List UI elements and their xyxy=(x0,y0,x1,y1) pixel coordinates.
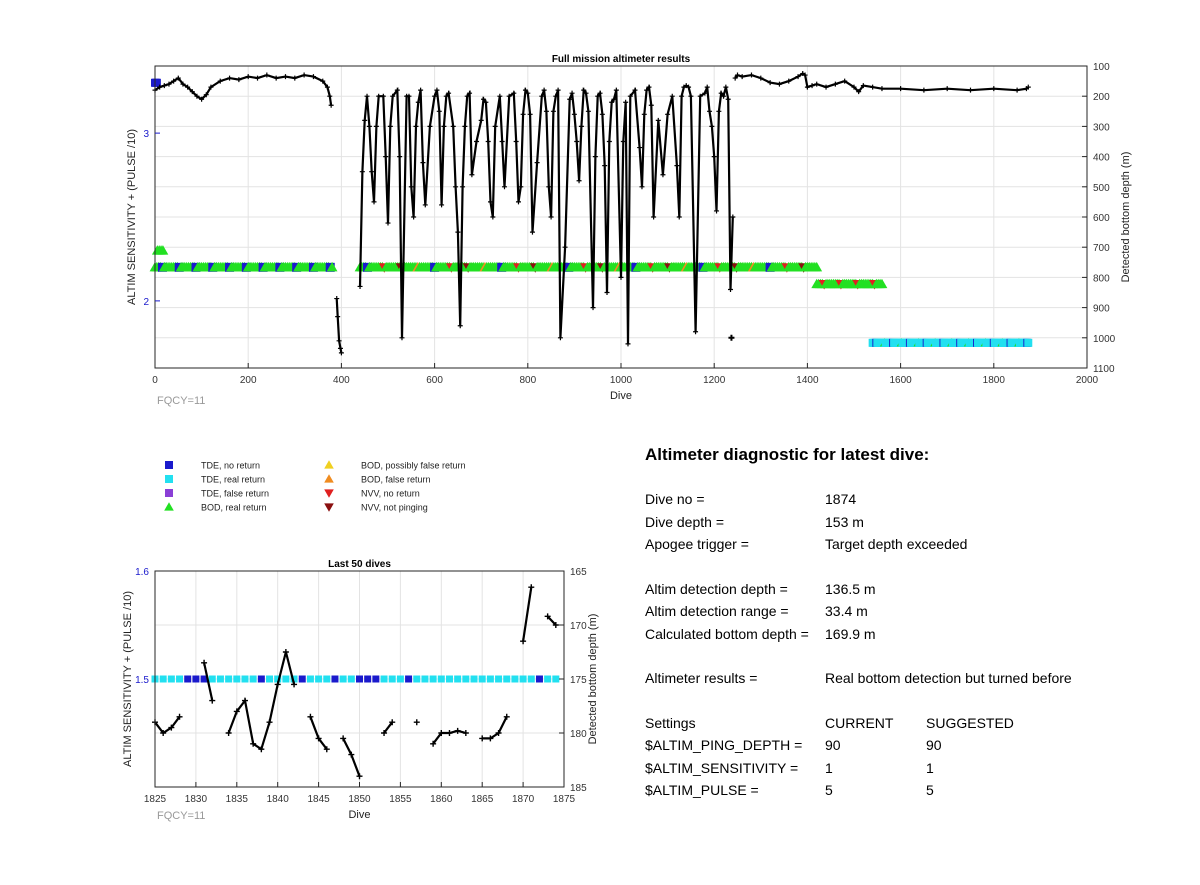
depth-point xyxy=(579,124,584,129)
depth-point xyxy=(453,184,458,189)
depth-point xyxy=(334,296,339,301)
x-tick-label: 1835 xyxy=(225,794,248,805)
x-tick-label: 1600 xyxy=(889,375,912,386)
depth-point xyxy=(879,86,884,91)
depth-point xyxy=(535,160,540,165)
depth-point xyxy=(921,88,926,93)
dive-no-label: Dive no = xyxy=(645,491,705,507)
calculated-bottom-label: Calculated bottom depth = xyxy=(645,625,809,642)
depth-point xyxy=(605,290,610,295)
setting-marker xyxy=(536,676,543,683)
setting-marker xyxy=(282,676,289,683)
depth-point xyxy=(660,172,665,177)
depth-point xyxy=(497,94,502,99)
depth-point xyxy=(714,208,719,213)
depth-point xyxy=(283,74,288,79)
setting-band xyxy=(152,245,168,254)
settings-header: Settings xyxy=(645,714,696,731)
depth-point xyxy=(479,735,485,741)
depth-point xyxy=(1015,88,1020,93)
y-right-tick-label: 900 xyxy=(1093,303,1110,315)
setting-marker xyxy=(266,676,273,683)
depth-point xyxy=(623,100,628,105)
setting-marker xyxy=(331,676,338,683)
y-right-tick-label: 800 xyxy=(1093,273,1110,285)
depth-point xyxy=(374,124,379,129)
setting-marker xyxy=(544,676,551,683)
depth-point xyxy=(357,773,363,779)
depth-point xyxy=(386,221,391,226)
detection-depth-value: 136.5 m xyxy=(825,580,876,597)
depth-point xyxy=(201,660,207,666)
depth-point xyxy=(651,215,656,220)
depth-point xyxy=(574,139,579,144)
depth-point xyxy=(337,338,342,343)
setting-marker xyxy=(552,676,559,683)
setting-marker xyxy=(225,676,232,683)
depth-point xyxy=(730,215,735,220)
y-right-tick-label: 165 xyxy=(570,567,587,578)
depth-point xyxy=(716,109,721,114)
depth-point xyxy=(418,88,423,93)
x-tick-label: 2000 xyxy=(1075,375,1099,386)
depth-point xyxy=(397,154,402,159)
depth-point xyxy=(376,94,381,99)
y-right-axis-label: Detected bottom depth (m) xyxy=(587,613,599,745)
suggested-header: SUGGESTED xyxy=(926,714,1014,731)
depth-point xyxy=(360,169,365,174)
depth-point xyxy=(619,275,624,280)
y-right-tick-label: 600 xyxy=(1093,213,1110,224)
setting-marker xyxy=(430,676,437,683)
depth-point xyxy=(388,124,393,129)
y-right-tick-label: 1000 xyxy=(1093,333,1116,345)
depth-point xyxy=(414,719,420,725)
depth-point xyxy=(490,215,495,220)
setting-marker xyxy=(184,676,191,683)
x-tick-label: 1400 xyxy=(796,375,819,386)
depth-point xyxy=(292,76,297,81)
fqcy-label: FQCY=11 xyxy=(157,395,206,407)
depth-point xyxy=(814,82,819,87)
depth-point xyxy=(227,76,232,81)
setting-marker xyxy=(397,676,404,683)
depth-point xyxy=(437,109,442,114)
results-value: Real bottom detection but turned before xyxy=(825,670,1072,686)
depth-point xyxy=(740,74,745,79)
setting-marker xyxy=(241,676,248,683)
fqcy-label: FQCY=11 xyxy=(157,810,206,822)
depth-point xyxy=(474,139,479,144)
depth-series-line xyxy=(482,717,507,739)
x-tick-label: 1870 xyxy=(511,794,535,805)
chart-title: Last 50 dives xyxy=(328,559,391,570)
setting-marker xyxy=(209,676,216,683)
setting-marker xyxy=(381,676,388,683)
x-tick-label: 1000 xyxy=(609,375,633,386)
depth-point xyxy=(558,335,563,340)
x-tick-label: 1825 xyxy=(143,794,167,805)
setting-band xyxy=(150,262,338,272)
depth-point xyxy=(642,112,647,117)
depth-point xyxy=(968,88,973,93)
y-right-tick-label: 300 xyxy=(1093,122,1110,134)
depth-point xyxy=(500,139,505,144)
depth-point xyxy=(283,649,289,655)
depth-point xyxy=(420,160,425,165)
legend-marker xyxy=(324,489,334,497)
dive-depth-value: 153 m xyxy=(825,513,864,530)
depth-series-line xyxy=(155,75,331,105)
x-tick-label: 1855 xyxy=(389,794,412,805)
x-tick-label: 1860 xyxy=(430,794,453,805)
legend-marker xyxy=(164,502,174,510)
depth-point xyxy=(479,118,484,123)
depth-point xyxy=(679,94,684,99)
depth-point xyxy=(614,88,619,93)
depth-point xyxy=(563,245,568,250)
x-tick-label: 200 xyxy=(239,375,257,386)
depth-point xyxy=(451,124,456,129)
depth-point xyxy=(460,184,465,189)
depth-point xyxy=(530,230,535,235)
setting-marker xyxy=(503,676,510,683)
depth-point xyxy=(236,77,241,82)
depth-point xyxy=(677,215,682,220)
y-right-tick-label: 180 xyxy=(570,729,587,740)
setting-name: $ALTIM_PULSE = xyxy=(645,782,759,798)
depth-series-line xyxy=(337,299,342,353)
x-tick-label: 600 xyxy=(426,375,443,386)
setting-band xyxy=(811,279,887,290)
depth-point xyxy=(329,103,334,108)
depth-point xyxy=(723,85,728,90)
depth-point xyxy=(728,287,733,292)
band-marker xyxy=(1024,339,1032,347)
setting-marker xyxy=(315,676,322,683)
legend-label: NVV, no return xyxy=(361,488,420,499)
y-left-tick-label: 3 xyxy=(143,129,149,141)
x-tick-label: 1845 xyxy=(307,794,330,805)
depth-point xyxy=(381,94,386,99)
depth-point xyxy=(577,178,582,183)
y-right-tick-label: 170 xyxy=(570,621,587,632)
legend-label: BOD, real return xyxy=(201,502,267,513)
detection-range-value: 33.4 m xyxy=(825,603,868,619)
depth-point xyxy=(898,86,903,91)
depth-point xyxy=(162,83,167,88)
setting-marker xyxy=(528,676,535,683)
depth-point xyxy=(338,346,343,351)
depth-point xyxy=(712,154,717,159)
diagnostic-panel xyxy=(645,445,1185,805)
depth-point xyxy=(365,94,370,99)
setting-name: $ALTIM_SENSITIVITY = xyxy=(645,759,799,776)
y-left-tick-label: 1.5 xyxy=(135,675,149,686)
setting-marker xyxy=(413,676,420,683)
depth-point xyxy=(455,230,460,235)
apogee-label: Apogee trigger = xyxy=(645,536,749,552)
y-right-tick-label: 185 xyxy=(570,783,587,794)
depth-point xyxy=(383,154,388,159)
x-tick-label: 1865 xyxy=(471,794,494,805)
setting-marker xyxy=(462,676,469,683)
depth-series-line xyxy=(229,652,295,749)
detection-depth-label: Altim detection depth = xyxy=(645,580,788,597)
y-right-tick-label: 175 xyxy=(570,675,587,686)
legend-label: BOD, possibly false return xyxy=(361,460,466,471)
depth-point xyxy=(602,163,607,168)
depth-point xyxy=(486,139,491,144)
setting-marker xyxy=(258,676,265,683)
depth-point xyxy=(551,109,556,114)
depth-point xyxy=(469,172,474,177)
legend-marker xyxy=(324,474,334,482)
depth-point xyxy=(423,202,428,207)
setting-band xyxy=(869,338,1033,347)
legend-label: TDE, no return xyxy=(201,460,261,471)
legend-label: NVV, not pinging xyxy=(361,502,428,513)
depth-point xyxy=(369,169,374,174)
depth-point xyxy=(362,118,367,123)
x-tick-label: 1830 xyxy=(184,794,208,805)
depth-point xyxy=(339,350,344,355)
depth-point xyxy=(591,305,596,310)
setting-marker xyxy=(348,676,355,683)
y-left-axis-label: ALTIM SENSITIVITY + (PULSE /10) xyxy=(122,591,134,767)
depth-point xyxy=(546,184,551,189)
dive-depth-label: Dive depth = xyxy=(645,513,724,530)
depth-point xyxy=(411,215,416,220)
depth-point xyxy=(945,86,950,91)
last-50-plot xyxy=(122,559,599,822)
depth-point xyxy=(607,139,612,144)
depth-point xyxy=(441,124,446,129)
depth-point xyxy=(255,76,260,81)
depth-point xyxy=(274,76,279,81)
setting-current: 90 xyxy=(825,737,841,753)
depth-point xyxy=(463,730,469,736)
depth-point xyxy=(693,329,698,334)
depth-point xyxy=(674,163,679,168)
legend-label: TDE, real return xyxy=(201,474,266,485)
y-right-tick-label: 400 xyxy=(1093,152,1110,164)
setting-suggested: 5 xyxy=(926,782,934,798)
x-axis-label: Dive xyxy=(609,390,633,402)
depth-point xyxy=(307,714,313,720)
depth-point xyxy=(209,698,215,704)
setting-marker xyxy=(520,676,527,683)
depth-point xyxy=(514,139,519,144)
depth-point xyxy=(593,154,598,159)
y-left-tick-label: 2 xyxy=(143,296,149,308)
depth-point xyxy=(358,284,363,289)
y-right-tick-label: 100 xyxy=(1093,62,1110,73)
setting-marker xyxy=(471,676,478,683)
depth-point xyxy=(502,184,507,189)
y-right-tick-label: 1100 xyxy=(1093,364,1115,375)
depth-point xyxy=(528,584,534,590)
y-right-tick-label: 500 xyxy=(1093,182,1110,194)
dive-no-value: 1874 xyxy=(825,491,857,507)
depth-point xyxy=(439,202,444,207)
y-right-axis-label: Detected bottom depth (m) xyxy=(1120,151,1132,283)
legend xyxy=(164,460,465,512)
x-tick-label: 1200 xyxy=(703,375,726,386)
legend-marker xyxy=(165,489,173,497)
depth-point xyxy=(427,124,432,129)
setting-suggested: 1 xyxy=(926,759,934,776)
depth-point xyxy=(637,145,642,150)
depth-point xyxy=(458,323,463,328)
setting-marker xyxy=(323,676,330,683)
depth-point xyxy=(572,112,577,117)
depth-point xyxy=(991,86,996,91)
depth-point xyxy=(413,124,418,129)
depth-series-line xyxy=(548,616,556,625)
depth-point xyxy=(707,109,712,114)
depth-point xyxy=(600,112,605,117)
apogee-value: Target depth exceeded xyxy=(825,536,968,552)
setting-marker xyxy=(160,676,167,683)
setting-marker xyxy=(176,676,183,683)
depth-point xyxy=(833,82,838,87)
setting-marker xyxy=(389,676,396,683)
y-right-tick-label: 200 xyxy=(1093,92,1110,104)
depth-point xyxy=(516,199,521,204)
depth-point xyxy=(372,199,377,204)
legend-marker xyxy=(324,460,334,468)
setting-marker xyxy=(372,676,379,683)
setting-marker xyxy=(217,676,224,683)
setting-marker xyxy=(299,676,306,683)
depth-point xyxy=(670,94,675,99)
legend-marker xyxy=(324,503,334,511)
depth-point xyxy=(409,184,414,189)
setting-marker xyxy=(307,676,314,683)
setting-marker xyxy=(487,676,494,683)
depth-point xyxy=(688,94,693,99)
setting-marker xyxy=(454,676,461,683)
current-header: CURRENT xyxy=(825,714,894,731)
depth-series-line xyxy=(155,717,180,733)
depth-point xyxy=(649,103,654,108)
setting-marker xyxy=(511,676,518,683)
x-tick-label: 1850 xyxy=(348,794,371,805)
depth-point xyxy=(549,215,554,220)
setting-marker xyxy=(405,676,412,683)
setting-marker xyxy=(364,676,371,683)
diagnostic-title: Altimeter diagnostic for latest dive: xyxy=(645,445,930,464)
results-label: Altimeter results = xyxy=(645,670,758,686)
x-axis-label: Dive xyxy=(348,809,371,821)
legend-marker xyxy=(165,475,173,483)
x-tick-label: 1875 xyxy=(552,794,576,805)
setting-marker xyxy=(340,676,347,683)
depth-point xyxy=(226,730,232,736)
depth-point xyxy=(335,314,340,319)
setting-marker xyxy=(233,676,240,683)
depth-series-line xyxy=(384,722,392,733)
calculated-bottom-value: 169.9 m xyxy=(825,625,876,642)
depth-point xyxy=(267,719,273,725)
full-mission-plot xyxy=(126,54,1132,407)
setting-marker xyxy=(250,676,257,683)
depth-point xyxy=(639,184,644,189)
depth-series-line xyxy=(523,587,531,641)
depth-point xyxy=(462,124,467,129)
x-tick-label: 1840 xyxy=(266,794,289,805)
depth-point xyxy=(870,85,875,90)
depth-point xyxy=(777,82,782,87)
setting-marker xyxy=(495,676,502,683)
x-tick-label: 400 xyxy=(333,375,350,386)
depth-point xyxy=(656,118,661,123)
depth-point xyxy=(446,730,452,736)
setting-marker xyxy=(168,676,175,683)
depth-point xyxy=(399,335,404,340)
setting-name: $ALTIM_PING_DEPTH = xyxy=(645,737,803,753)
setting-suggested: 90 xyxy=(926,737,942,753)
depth-point xyxy=(544,109,549,114)
setting-marker xyxy=(479,676,486,683)
legend-label: BOD, false return xyxy=(361,474,431,485)
depth-point xyxy=(586,109,591,114)
depth-point xyxy=(810,83,815,88)
depth-point xyxy=(493,124,498,129)
setting-current: 1 xyxy=(825,759,833,776)
y-left-axis-label: ALTIM SENSITIVITY + (PULSE /10) xyxy=(126,129,138,305)
setting-current: 5 xyxy=(825,782,833,798)
depth-point xyxy=(726,97,731,102)
setting-marker xyxy=(421,676,428,683)
depth-point xyxy=(709,124,714,129)
setting-marker xyxy=(446,676,453,683)
depth-point xyxy=(665,112,670,117)
x-tick-label: 1800 xyxy=(982,375,1005,386)
y-right-tick-label: 700 xyxy=(1093,243,1110,255)
depth-point xyxy=(327,94,332,99)
setting-marker xyxy=(192,676,199,683)
depth-point xyxy=(367,124,372,129)
setting-band xyxy=(355,262,822,273)
depth-point xyxy=(528,112,533,117)
setting-marker xyxy=(356,676,363,683)
x-tick-label: 800 xyxy=(519,375,537,386)
depth-point xyxy=(728,335,734,341)
chart-title: Full mission altimeter results xyxy=(551,54,691,65)
depth-point xyxy=(625,341,630,346)
legend-marker xyxy=(165,461,173,469)
y-left-tick-label: 1.6 xyxy=(135,567,149,578)
detection-range-label: Altim detection range = xyxy=(645,603,789,619)
setting-marker xyxy=(438,676,445,683)
legend-label: TDE, false return xyxy=(201,488,270,499)
depth-point xyxy=(520,638,526,644)
x-tick-label: 0 xyxy=(152,375,158,386)
depth-point xyxy=(521,112,526,117)
